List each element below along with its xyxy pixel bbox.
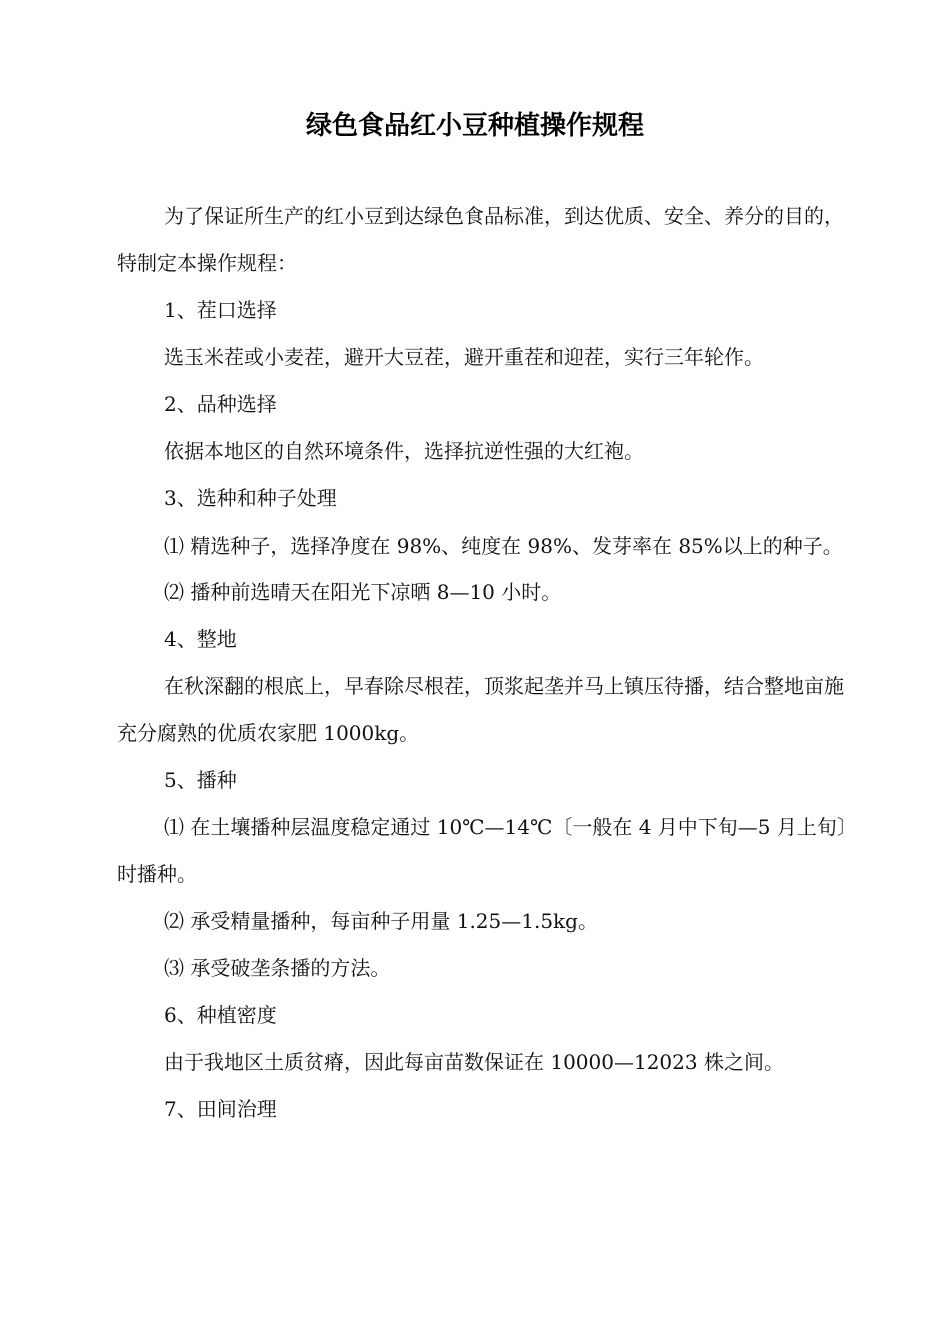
section-heading-5: 5、播种	[164, 768, 237, 792]
document-body	[117, 193, 857, 1133]
list-item-sowing-time: ⑴ 在土壤播种层温度稳定通过 10℃—14℃〔一般在 4 月中下旬—5 月上旬〕时播种。	[117, 815, 857, 886]
intro-paragraph: 为了保证所生产的红小豆到达绿色食品标准，到达优质、安全、养分的目的，特制定本操作规程：	[117, 204, 844, 275]
paragraph-planting-density: 由于我地区土质贫瘠，因此每亩苗数保证在 10000—12023 株之间。	[164, 1050, 784, 1074]
list-item-sowing-method: ⑶ 承受破垄条播的方法。	[164, 956, 391, 980]
section-heading-4: 4、整地	[164, 627, 237, 651]
section-heading-2: 2、品种选择	[164, 392, 277, 416]
section-heading-6: 6、种植密度	[164, 1003, 277, 1027]
paragraph-land-preparation: 在秋深翻的根底上，早春除尽根茬，顶浆起垄并马上镇压待播，结合整地亩施充分腐熟的优质农家肥 1000kg。	[117, 674, 844, 745]
paragraph-variety: 依据本地区的自然环境条件，选择抗逆性强的大红袍。	[164, 439, 644, 463]
section-heading-7: 7、田间治理	[164, 1097, 277, 1121]
section-heading-1: 1、茬口选择	[164, 298, 277, 322]
document-title: 绿色食品红小豆种植操作规程	[305, 111, 644, 141]
list-item-seed-drying: ⑵ 播种前选晴天在阳光下凉晒 8—10 小时。	[164, 580, 562, 604]
list-item-seed-selection: ⑴ 精选种子，选择净度在 98%、纯度在 98%、发芽率在 85%以上的种子。	[164, 534, 843, 558]
list-item-seed-amount: ⑵ 承受精量播种，每亩种子用量 1.25—1.5kg。	[164, 909, 598, 933]
section-heading-3: 3、选种和种子处理	[164, 486, 337, 510]
paragraph-rotation: 选玉米茬或小麦茬，避开大豆茬，避开重茬和迎茬，实行三年轮作。	[164, 345, 764, 369]
